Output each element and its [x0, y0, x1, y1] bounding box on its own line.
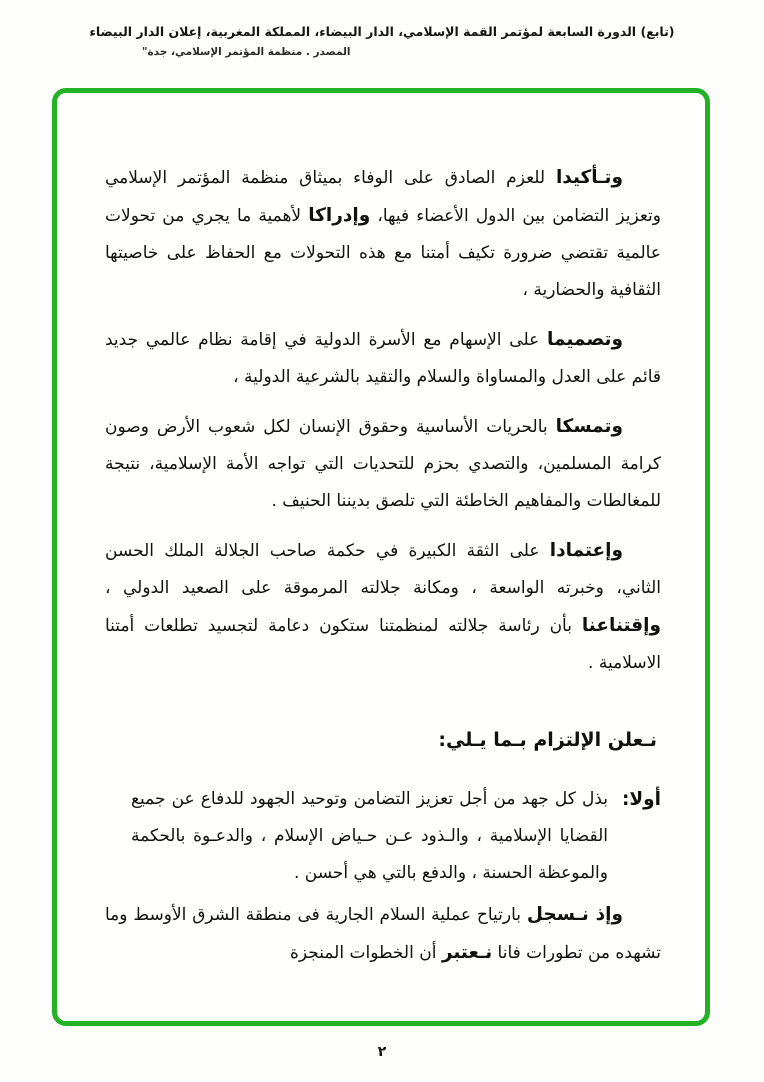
paragraph-adherence	[105, 408, 661, 520]
header-source: المصدر . منظمة المؤتمر الإسلامي، جدة"	[142, 46, 351, 58]
paragraph-determination	[105, 321, 661, 396]
text-segment: للعزم الصادق على الوفاء بميثاق منظمة المؤتمر الإسلامي وتعزيز التضامن بين الدول الأعضاء فيها،	[105, 168, 661, 226]
lead-word: وإعتمادا	[549, 540, 623, 561]
list-item-label: أولا:	[621, 789, 661, 810]
lead-word: وإقتناعنا	[581, 615, 661, 636]
lead-word: وإدراكا	[308, 205, 371, 226]
paragraph-affirmation	[105, 159, 661, 309]
text-segment: بارتياح عملية السلام الجارية فى منطقة الشرق الأوسط وما تشهده من تطورات فانا	[105, 905, 661, 963]
text-segment: على الثقة الكبيرة في حكمة صاحب الجلالة الملك الحسن الثاني، وخبرته الواسعة ، ومكانة جلالته المرموقة على الصعيد الدولي ،	[105, 541, 661, 598]
lead-word: وإذ نـسجل	[526, 904, 624, 925]
lead-word: وتمسكا	[555, 416, 623, 437]
header-title: (تابع) الدورة السابعة لمؤتمر القمة الإسلامي، الدار البيضاء، المملكة المغربية، إعلان الدار البيضاء	[89, 24, 675, 39]
lead-word: وتـأكيدا	[555, 167, 623, 188]
page-number: ٢	[377, 1044, 387, 1060]
green-border-frame	[52, 88, 710, 1026]
paragraph-peace-process	[105, 896, 661, 972]
text-segment: أن الخطوات المنجزة	[289, 943, 442, 963]
text-segment: بالحريات الأساسية وحقوق الإنسان لكل شعوب الأرض وصون كرامة المسلمين، والتصدي بحزم للتحديات التي تواجه الأمة الإسلامية، نتيجة للمغالطات والمفاهيم الخاطئة التي تلصق بديننا الحنيف .	[105, 417, 661, 511]
text-segment: على الإسهام مع الأسرة الدولية في إقامة نظام عالمي جديد قائم على العدل والمساواة والسلام والتقيد بالشرعية الدولية ،	[105, 330, 661, 387]
commitment-heading: نـعلن الإلتزام بـما يـلي:	[438, 729, 657, 751]
document-body	[57, 93, 705, 1021]
list-item-first	[105, 781, 661, 892]
text-segment: بأن رئاسة جلالته لمنظمتنا ستكون دعامة لتجسيد تطلعات أمتنا الاسلامية .	[105, 616, 661, 673]
paragraph-confidence	[105, 532, 661, 682]
text-segment: لأهمية ما يجري من تحولات عالمية تقتضي ضرورة تكيف أمتنا مع هذه التحولات مع الحفاظ على خاصيتها الثقافية والحضارية ،	[105, 206, 661, 300]
list-item-text: بذل كل جهد من أجل تعزيز التضامن وتوحيد الجهود للدفاع عن جميع القضايا الإسلامية ، والـذود عـن حـياض الإسلام ، والدعـوة بالحكمة والموعظة الحسنة ، والدفع بالتي هي أحسن .	[131, 789, 608, 883]
lead-word: نـعتبر	[441, 942, 493, 963]
lead-word: وتصميما	[547, 329, 623, 350]
document-header	[0, 24, 764, 58]
